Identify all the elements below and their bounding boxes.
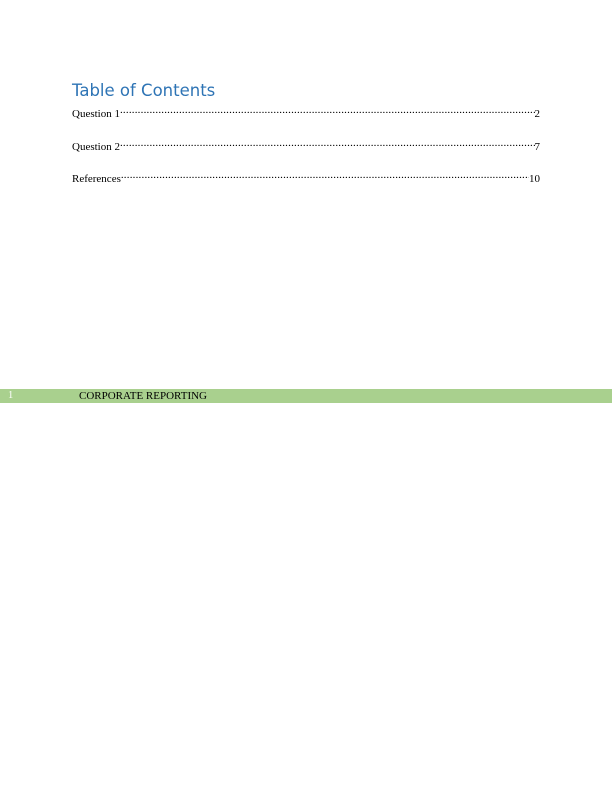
toc-entry-references[interactable] [72, 168, 540, 185]
footer-running-title: CORPORATE REPORTING [79, 390, 207, 402]
toc-entry-question-2[interactable] [72, 136, 540, 153]
toc-dot-leader [120, 136, 535, 150]
toc-entry-page: 2 [534, 108, 540, 120]
footer-page-number: 1 [8, 390, 14, 401]
toc-entry-question-1[interactable] [72, 103, 540, 120]
toc-dot-leader [120, 103, 535, 117]
toc-entry-label: Question 1 [72, 108, 120, 120]
toc-entry-page: 7 [534, 140, 540, 153]
toc-title: Table of Contents [72, 81, 216, 100]
toc-dot-leader [121, 168, 529, 182]
table-of-contents [72, 80, 540, 201]
toc-entry-label: References [72, 173, 121, 185]
toc-entry-page: 10 [529, 173, 540, 185]
footer-band [0, 389, 612, 403]
toc-entry-label: Question 2 [72, 140, 120, 153]
